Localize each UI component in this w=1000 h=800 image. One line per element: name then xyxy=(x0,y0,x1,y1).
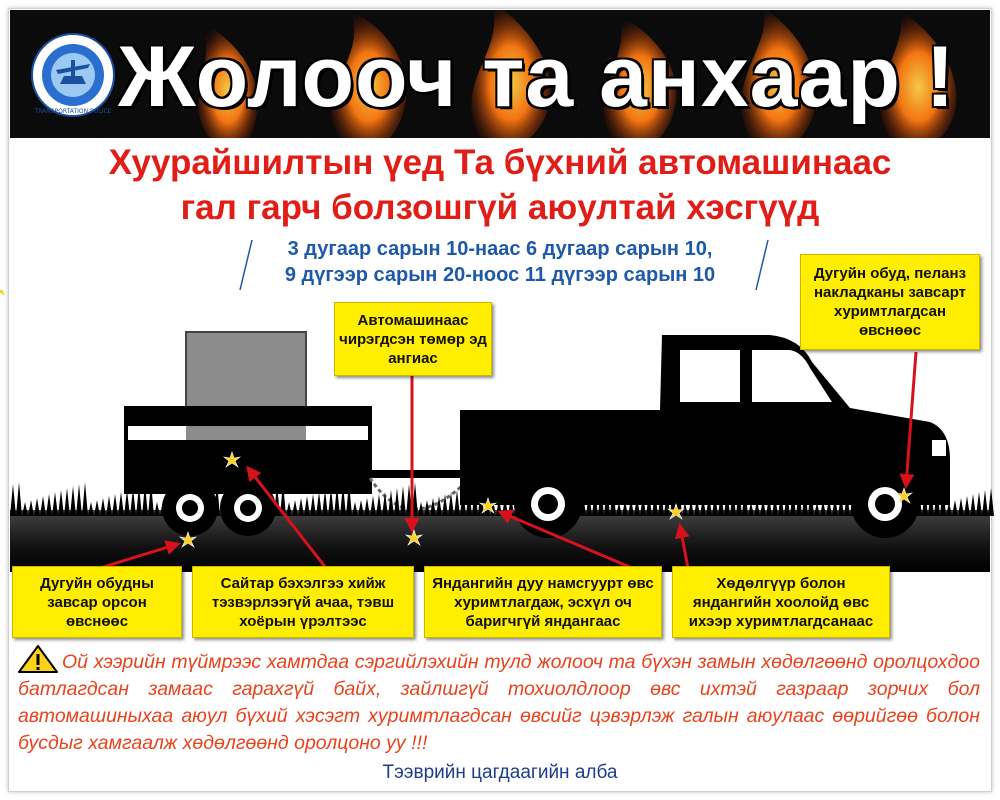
subtitle-line-1: Хуурайшилтын үед Та бүхний автомашинаас xyxy=(108,143,892,182)
callout-cargo: Сайтар бэхэлгээ хийж тэзвэрлээгүй ачаа, тэвш хоёрын үрэлтээс xyxy=(192,566,414,638)
callout-wheel-brake: Дугуйн обуд, пеланз накладканы завсарт хуримтлагдсан өвснөөс xyxy=(800,254,980,350)
callout-engine: Хөдөлгүүр болон яндангийн хоолойд өвс ихээр хуримтлагдсанаас xyxy=(672,566,890,638)
footer-org: Тээврийн цагдаагийн алба xyxy=(382,762,618,783)
warning-paragraph xyxy=(18,645,980,757)
headline: Жолооч та анхаар ! xyxy=(118,29,956,125)
transportation-police-emblem xyxy=(30,32,116,118)
callout-muffler: Яндангийн дуу намсгуурт өвс хуримтлагдаж, эсхүл оч баригчгүй яндангаас xyxy=(424,566,662,638)
truck-headlight xyxy=(932,440,946,456)
warning-text: Ой хээрийн түймрээс хамтдаа сэргийлэхийн тулд жолооч та бүхэн замын хөдөлгөөнд оролцохдоо батлагдсан замаас гарахгүй байх, зайлшгүй тохиолдлоор өвс ихтэй газраар зорчих бол автомашиныхаа аюул бүхий хэсэгт хуримтлагдсан өвсийг цэвэрлэж галын аюулаас өөрийгөө болон бусдыг хамгаалж хөдөлгөөнд оролцоно уу !!! xyxy=(18,651,980,754)
warning-triangle-icon xyxy=(18,645,58,673)
callout-trailer-wheel: Дугуйн обудны завсар орсон өвснөөс xyxy=(12,566,182,638)
date-range-1: 3 дугаар сарын 10-наас 6 дугаар сарын 10, xyxy=(287,238,713,260)
trailer xyxy=(124,406,470,494)
header-banner xyxy=(10,10,990,138)
callout-chain: Автомашинаас чирэгдсэн төмөр эд ангиас xyxy=(334,302,492,376)
subtitle-line-2: гал гарч болзошгүй аюултай хэсгүүд xyxy=(180,188,820,227)
logo-ring-text: TRANSPORTATION POLICE xyxy=(34,108,112,115)
date-range-2: 9 дүгээр сарын 20-ноос 11 дүгээр сарын 10 xyxy=(284,264,716,286)
